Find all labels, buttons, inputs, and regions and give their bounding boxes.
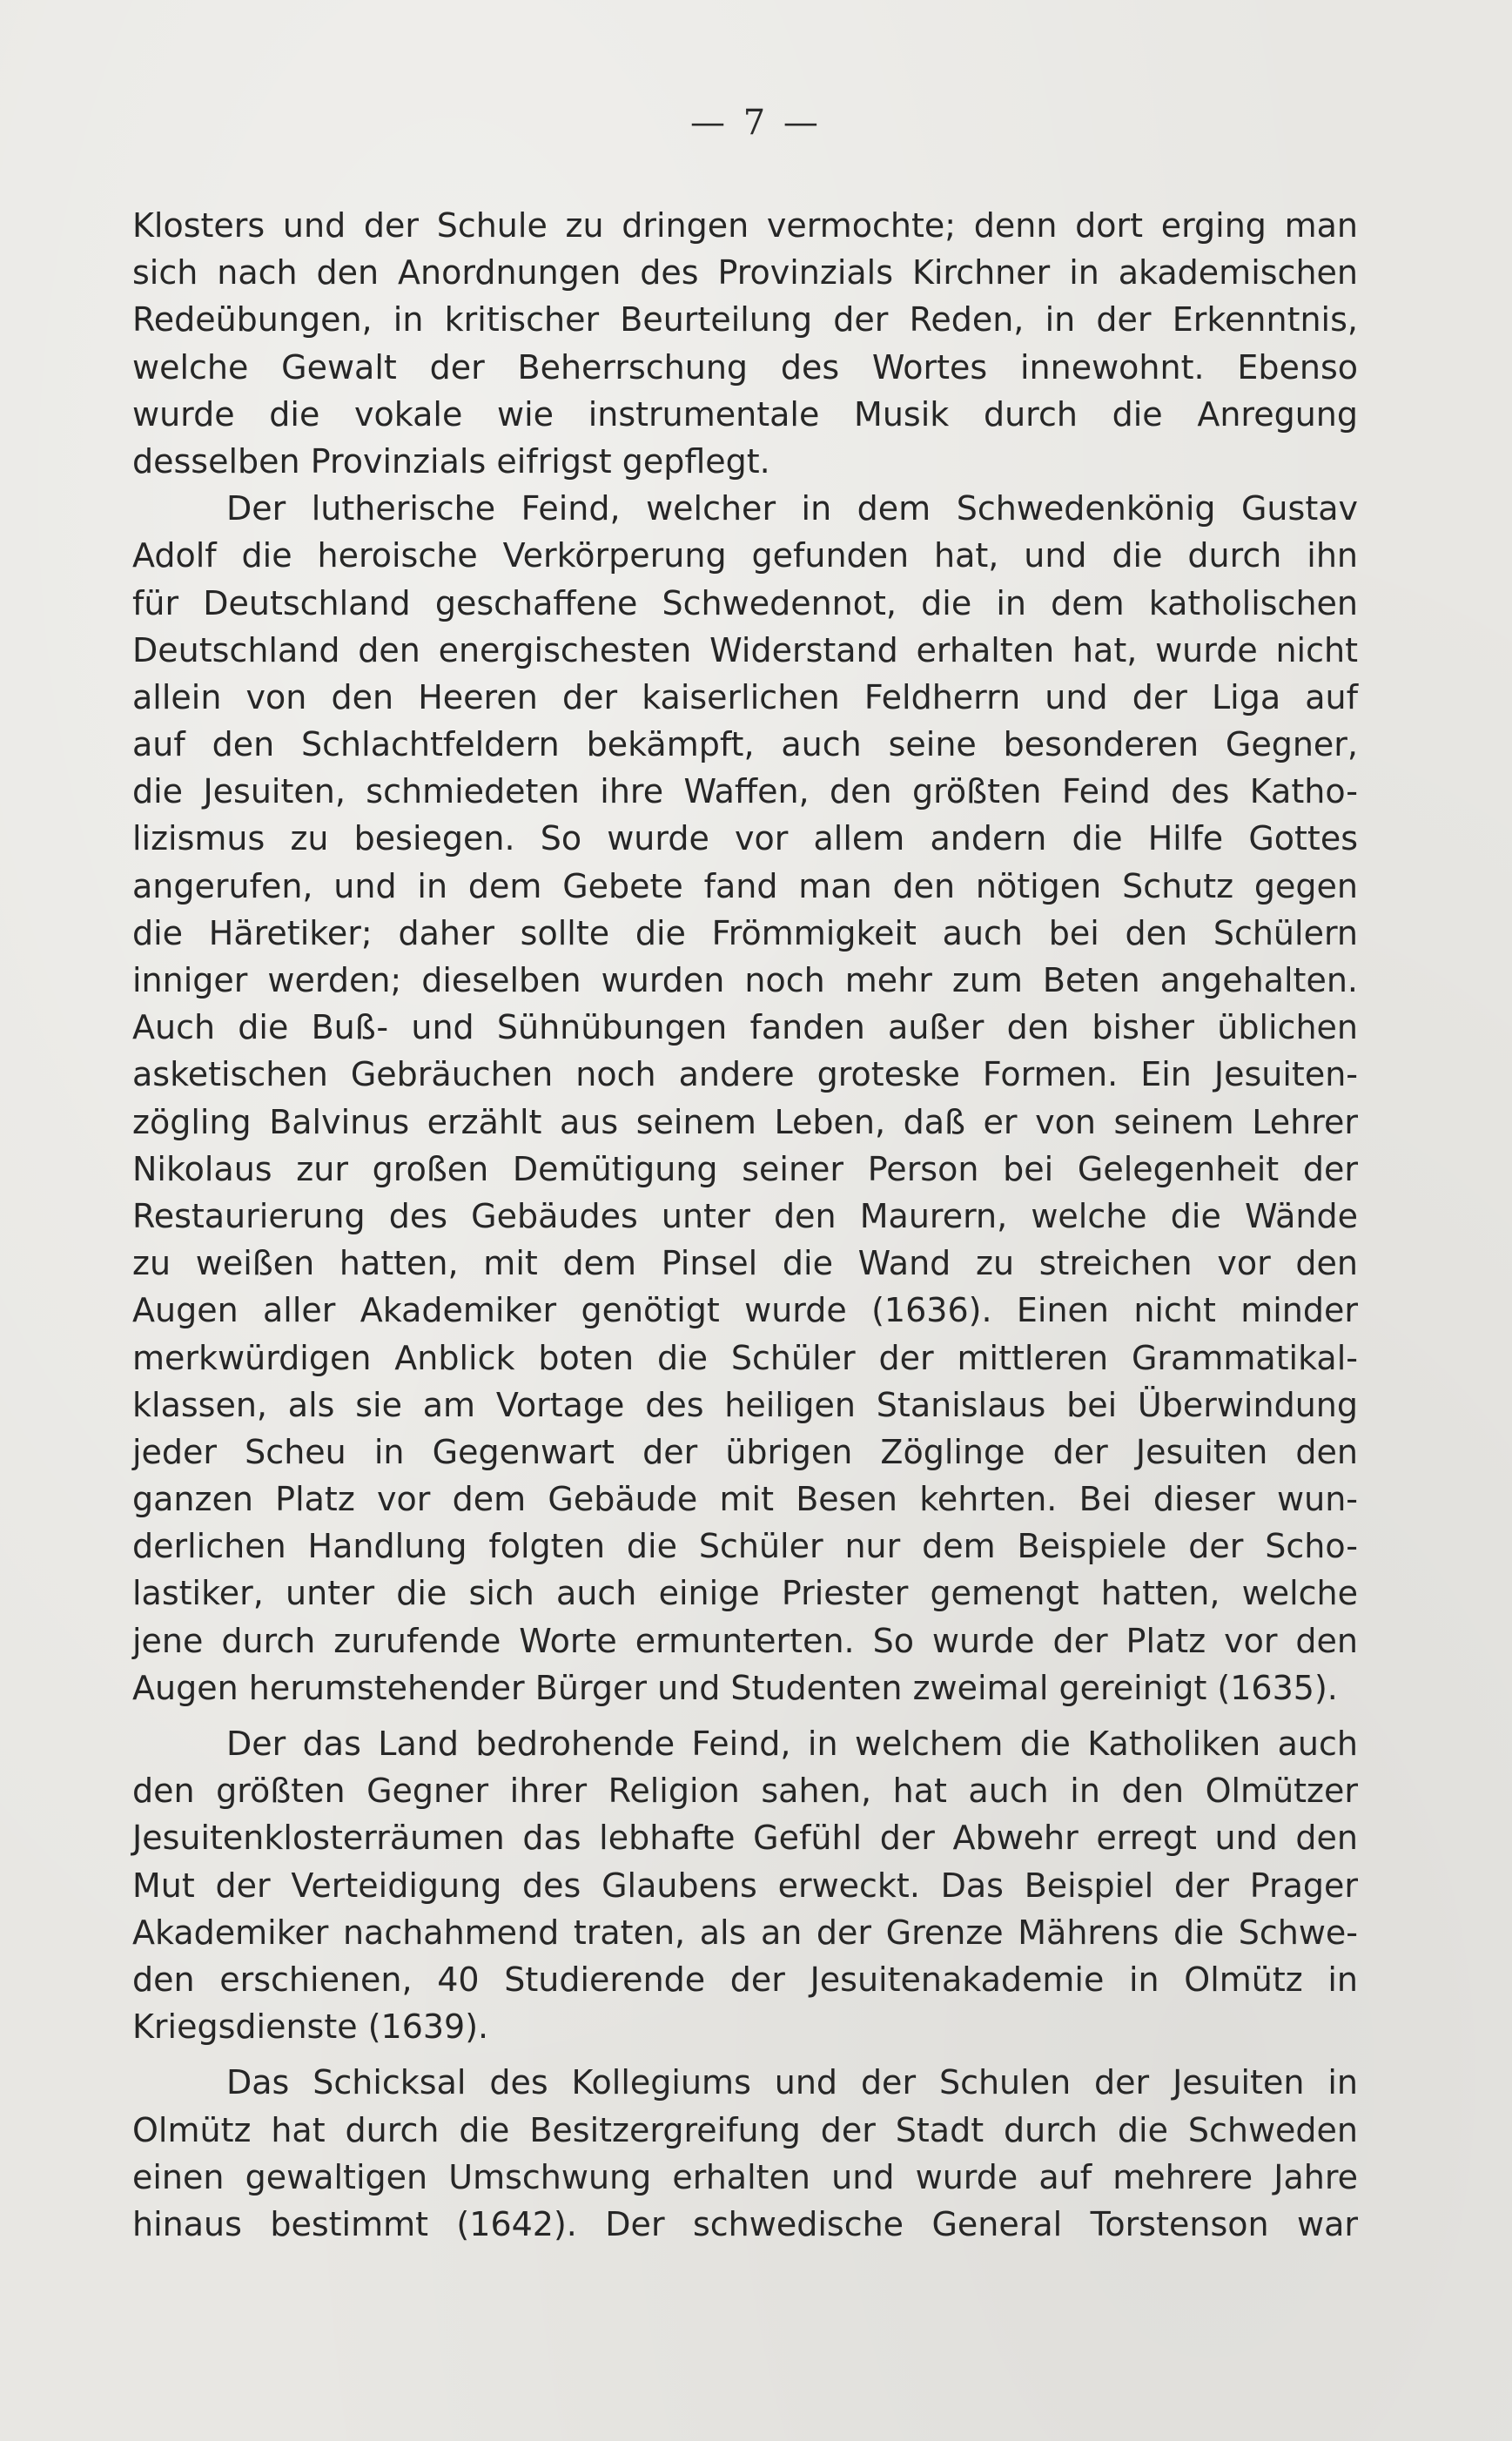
- text-line: allein von den Heeren der kaiserlichen Feldherrn und der Liga auf: [132, 677, 1358, 716]
- paragraph: [132, 202, 1358, 485]
- text-line: Augen aller Akademiker genötigt wurde (1636). Einen nicht minder: [132, 1291, 1358, 1330]
- text-line: den größten Gegner ihrer Religion sahen, hat auch in den Olmützer: [132, 1772, 1358, 1811]
- page-number: — 7 —: [690, 103, 822, 143]
- text-line: merkwürdigen Anblick boten die Schüler der mittleren Grammatikal-: [132, 1338, 1358, 1377]
- text-line: derlichen Handlung folgten die Schüler nur dem Beispiele der Scho-: [132, 1527, 1358, 1566]
- text-line: die Jesuiten, schmiedeten ihre Waffen, den größten Feind des Katho-: [132, 772, 1358, 811]
- text-line: asketischen Gebräuchen noch andere groteske Formen. Ein Jesuiten-: [132, 1055, 1358, 1094]
- text-line: Akademiker nachahmend traten, als an der Grenze Mährens die Schwe-: [132, 1913, 1358, 1952]
- paragraph: [132, 1720, 1358, 2050]
- paragraph: [132, 485, 1358, 1711]
- text-line: ganzen Platz vor dem Gebäude mit Besen kehrten. Bei dieser wun-: [132, 1480, 1358, 1519]
- text-line: welche Gewalt der Beherrschung des Wortes innewohnt. Ebenso: [132, 347, 1358, 387]
- text-line: lizismus zu besiegen. So wurde vor allem andern die Hilfe Gottes: [132, 819, 1358, 858]
- text-line: Adolf die heroische Verkörperung gefunden hat, und die durch ihn: [132, 536, 1358, 575]
- text-line: Kriegsdienste (1639).: [132, 2007, 489, 2047]
- text-line: auf den Schlachtfeldern bekämpft, auch seine besonderen Gegner,: [132, 725, 1358, 764]
- text-line: jeder Scheu in Gegenwart der übrigen Zöglinge der Jesuiten den: [132, 1432, 1358, 1471]
- text-line: den erschienen, 40 Studierende der Jesuitenakademie in Olmütz in: [132, 1960, 1358, 1999]
- paragraph: [132, 2059, 1358, 2248]
- text-line: inniger werden; dieselben wurden noch mehr zum Beten angehalten.: [132, 961, 1358, 999]
- text-line: Der das Land bedrohende Feind, in welchem die Katholiken auch: [226, 1725, 1358, 1763]
- text-line: die Häretiker; daher sollte die Frömmigkeit auch bei den Schülern: [132, 913, 1358, 952]
- text-line: Jesuitenklosterräumen das lebhafte Gefühl der Abwehr erregt und den: [132, 1819, 1358, 1858]
- text-line: Olmütz hat durch die Besitzergreifung der Stadt durch die Schweden: [132, 2110, 1358, 2149]
- text-line: Mut der Verteidigung des Glaubens erweckt. Das Beispiel der Prager: [132, 1866, 1358, 1905]
- text-line: Restaurierung des Gebäudes unter den Maurern, welche die Wände: [132, 1196, 1358, 1235]
- text-line: wurde die vokale wie instrumentale Musik durch die Anregung: [132, 394, 1358, 434]
- text-line: Klosters und der Schule zu dringen vermochte; denn dort erging man: [132, 206, 1358, 245]
- text-line: hinaus bestimmt (1642). Der schwedische General Torstenson war: [132, 2204, 1358, 2243]
- text-line: einen gewaltigen Umschwung erhalten und wurde auf mehrere Jahre: [132, 2157, 1358, 2196]
- text-line: Deutschland den energischesten Widerstand erhalten hat, wurde nicht: [132, 630, 1358, 669]
- text-line: sich nach den Anordnungen des Provinzials Kirchner in akademischen: [132, 253, 1358, 293]
- text-line: jene durch zurufende Worte ermunterten. So wurde der Platz vor den: [132, 1621, 1358, 1660]
- text-line: klassen, als sie am Vortage des heiligen Stanislaus bei Überwindung: [132, 1385, 1358, 1424]
- text-line: für Deutschland geschaffene Schwedennot, die in dem katholischen: [132, 583, 1358, 622]
- text-line: angerufen, und in dem Gebete fand man den nötigen Schutz gegen: [132, 866, 1358, 905]
- text-line: lastiker, unter die sich auch einige Priester gemengt hatten, welche: [132, 1574, 1358, 1613]
- text-line: zögling Balvinus erzählt aus seinem Leben, daß er von seinem Lehrer: [132, 1102, 1358, 1141]
- text-line: Das Schicksal des Kollegiums und der Schulen der Jesuiten in: [226, 2063, 1358, 2102]
- text-line: Auch die Buß- und Sühnübungen fanden außer den bisher üblichen: [132, 1008, 1358, 1047]
- text-line: Der lutherische Feind, welcher in dem Schwedenkönig Gustav: [226, 489, 1358, 528]
- text-line: Nikolaus zur großen Demütigung seiner Person bei Gelegenheit der: [132, 1149, 1358, 1188]
- text-line: desselben Provinzials eifrigst gepflegt.: [132, 441, 770, 481]
- body-text: [132, 202, 1358, 2248]
- text-line: Augen herumstehender Bürger und Studenten zweimal gereinigt (1635).: [132, 1668, 1338, 1707]
- text-line: Redeübungen, in kritischer Beurteilung der Reden, in der Erkenntnis,: [132, 300, 1358, 340]
- text-line: zu weißen hatten, mit dem Pinsel die Wand zu streichen vor den: [132, 1244, 1358, 1283]
